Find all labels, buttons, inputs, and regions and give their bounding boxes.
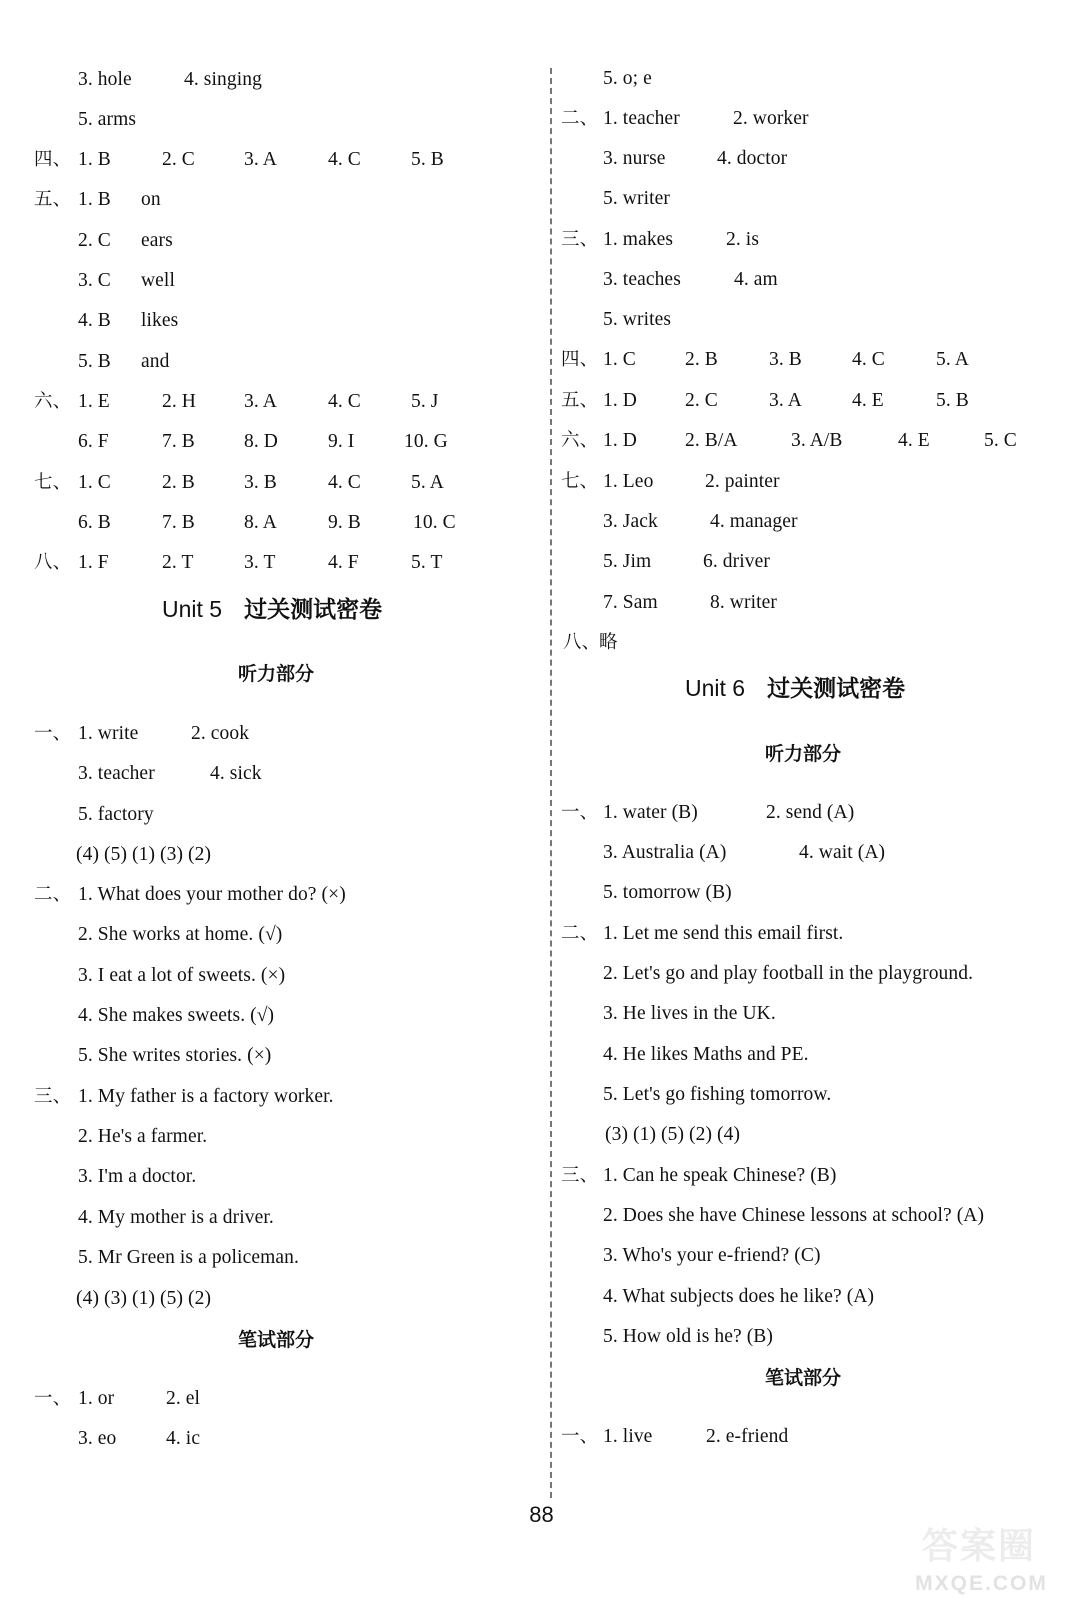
answer-item: 略 <box>599 632 618 653</box>
answer-item: 4. manager <box>710 511 798 532</box>
answer-item: 2. is <box>726 229 760 250</box>
unit-label: Unit 6 <box>685 675 746 701</box>
answer-item: 5. Let's go fishing tomorrow. <box>603 1084 832 1105</box>
answer-row <box>0 185 548 215</box>
answer-item: 5. o; e <box>603 68 652 89</box>
answer-item: 4. singing <box>184 69 262 90</box>
answer-item: 4. ic <box>166 1428 201 1449</box>
answer-item: 8. A <box>244 512 277 533</box>
answer-item: 5. factory <box>78 804 154 825</box>
answer-item: ears <box>141 230 173 251</box>
answer-item: 5. A <box>936 349 969 370</box>
answer-row <box>553 1422 1083 1452</box>
page-number: 88 <box>529 1502 554 1527</box>
answer-item: 4. C <box>328 149 361 170</box>
answer-item: 3. He lives in the UK. <box>603 1003 776 1024</box>
answer-item: 1. My father is a factory worker. <box>78 1086 334 1107</box>
question-number: 五、 <box>561 390 599 411</box>
answer-item: 4. B <box>78 310 111 331</box>
answer-item: 1. Can he speak Chinese? (B) <box>603 1165 837 1186</box>
answer-row <box>0 719 548 749</box>
answer-item: 3. A <box>244 149 277 170</box>
answer-row <box>0 468 548 498</box>
section-heading: 笔试部分 <box>237 1329 314 1351</box>
answer-item: 3. I eat a lot of sweets. (×) <box>78 965 286 986</box>
answer-row <box>0 1243 548 1273</box>
question-number: 八、 <box>34 552 72 573</box>
answer-item: 5. J <box>411 391 439 412</box>
question-number: 一、 <box>561 802 599 823</box>
answer-item: on <box>141 189 161 210</box>
answer-row <box>553 999 1083 1029</box>
unit-test-title: 过关测试密卷 <box>244 597 383 623</box>
answer-item: 3. Australia (A) <box>603 842 727 863</box>
answer-row <box>553 959 1083 989</box>
answer-item: 3. B <box>769 349 802 370</box>
answer-item: 5. arms <box>78 109 137 130</box>
answer-row <box>0 759 548 789</box>
answer-item: 2. C <box>78 230 111 251</box>
answer-item: (3) (1) (5) (2) (4) <box>605 1124 741 1145</box>
question-number: 三、 <box>561 1165 599 1186</box>
question-number: 一、 <box>34 723 72 744</box>
watermark-logo <box>894 1518 1069 1596</box>
answer-row <box>0 920 548 950</box>
answer-item: 4. E <box>898 430 930 451</box>
answer-row <box>0 840 548 870</box>
section-heading: 听力部分 <box>237 663 314 685</box>
answer-item: 2. send (A) <box>766 802 855 823</box>
question-number: 一、 <box>561 1426 599 1447</box>
question-number: 七、 <box>561 471 599 492</box>
answer-item: 10. C <box>413 512 456 533</box>
answer-row <box>553 144 1083 174</box>
answer-item: 4. C <box>328 472 361 493</box>
watermark-text: MXQE.COM <box>915 1572 1048 1595</box>
answer-item: 3. nurse <box>603 148 666 169</box>
answer-item: 1. F <box>78 552 109 573</box>
answer-row <box>553 919 1083 949</box>
answer-row <box>0 1082 548 1112</box>
answer-row <box>553 1161 1083 1191</box>
answer-row <box>0 427 548 457</box>
answer-row <box>553 1120 1083 1150</box>
answer-item: 1. Leo <box>603 471 654 492</box>
answer-item: 2. She works at home. (√) <box>78 924 283 945</box>
answer-item: 4. She makes sweets. (√) <box>78 1005 275 1026</box>
answer-item: 2. B <box>685 349 718 370</box>
answer-row <box>553 507 1083 537</box>
answer-item: 1. E <box>78 391 110 412</box>
answer-row <box>0 266 548 296</box>
answer-row <box>0 1203 548 1233</box>
answer-item: 2. cook <box>191 723 250 744</box>
answer-item: well <box>141 270 175 291</box>
question-number: 二、 <box>34 884 72 905</box>
answer-row <box>553 104 1083 134</box>
answer-row <box>0 65 548 95</box>
answer-item: 2. H <box>162 391 196 412</box>
answer-row <box>553 588 1083 618</box>
section-heading: 笔试部分 <box>764 1367 841 1389</box>
answer-row <box>553 547 1083 577</box>
answer-item: likes <box>141 310 179 331</box>
answer-item: (4) (5) (1) (3) (2) <box>76 844 212 865</box>
unit-title <box>162 591 382 627</box>
answer-row <box>553 838 1083 868</box>
answer-row <box>0 1384 548 1414</box>
answer-row <box>553 225 1083 255</box>
answer-row <box>0 105 548 135</box>
answer-item: 3. T <box>244 552 276 573</box>
answer-item: 6. B <box>78 512 111 533</box>
answer-item: 5. B <box>936 390 969 411</box>
answer-item: 2. el <box>166 1388 201 1409</box>
answer-row <box>553 426 1083 456</box>
answer-row <box>0 508 548 538</box>
answer-row <box>553 1322 1083 1352</box>
answer-item: and <box>141 351 170 372</box>
answer-item: 5. tomorrow (B) <box>603 882 732 903</box>
answer-row <box>553 265 1083 295</box>
answer-row <box>0 1122 548 1152</box>
answer-item: 2. worker <box>733 108 809 129</box>
answer-row <box>553 64 1083 94</box>
answer-item: 4. He likes Maths and PE. <box>603 1044 809 1065</box>
answer-row <box>0 145 548 175</box>
answer-item: 3. C <box>78 270 111 291</box>
unit-title <box>685 670 905 706</box>
answer-row <box>0 1162 548 1192</box>
answer-row <box>0 800 548 830</box>
answer-item: 1. water (B) <box>603 802 698 823</box>
answer-item: 2. Does she have Chinese lessons at school? (A) <box>603 1205 985 1226</box>
question-number: 一、 <box>34 1388 72 1409</box>
answer-item: 2. C <box>685 390 718 411</box>
answer-item: 3. teaches <box>603 269 681 290</box>
answer-row <box>553 1201 1083 1231</box>
question-number: 六、 <box>34 391 72 412</box>
answer-row <box>553 628 1083 658</box>
answer-item: 1. live <box>603 1426 653 1447</box>
answer-item: 4. My mother is a driver. <box>78 1207 274 1228</box>
answer-item: 7. B <box>162 512 195 533</box>
answer-item: 5. T <box>411 552 443 573</box>
answer-item: 1. B <box>78 189 111 210</box>
answer-row <box>0 1284 548 1314</box>
answer-item: 1. What does your mother do? (×) <box>78 884 346 905</box>
section-heading: 听力部分 <box>764 743 841 765</box>
answer-item: 9. I <box>328 431 355 452</box>
watermark-glyphs: 答案圈 <box>921 1526 1036 1567</box>
question-number: 五、 <box>34 189 72 210</box>
answer-item: 5. B <box>78 351 111 372</box>
question-number: 七、 <box>34 472 72 493</box>
answer-row <box>553 184 1083 214</box>
answer-item: 2. T <box>162 552 194 573</box>
question-number: 三、 <box>561 229 599 250</box>
answer-item: 4. am <box>734 269 778 290</box>
answer-row <box>0 347 548 377</box>
answer-item: 1. or <box>78 1388 115 1409</box>
answer-item: 3. eo <box>78 1428 117 1449</box>
answer-row <box>0 387 548 417</box>
answer-row <box>0 961 548 991</box>
answer-row <box>553 1241 1083 1271</box>
answer-row <box>0 548 548 578</box>
answer-item: 8. writer <box>710 592 777 613</box>
answer-row <box>0 880 548 910</box>
answer-item: 5. B <box>411 149 444 170</box>
answer-item: 3. A/B <box>791 430 843 451</box>
answer-item: 5. C <box>984 430 1017 451</box>
answer-item: 3. Jack <box>603 511 658 532</box>
question-number: 二、 <box>561 108 599 129</box>
answer-item: 1. C <box>78 472 111 493</box>
answer-item: 5. writes <box>603 309 672 330</box>
answer-item: 5. Mr Green is a policeman. <box>78 1247 299 1268</box>
question-number: 六、 <box>561 430 599 451</box>
answer-item: 4. sick <box>210 763 262 784</box>
answer-item: 2. He's a farmer. <box>78 1126 208 1147</box>
answer-item: 4. What subjects does he like? (A) <box>603 1286 875 1307</box>
answer-item: 7. B <box>162 431 195 452</box>
answer-item: 3. B <box>244 472 277 493</box>
question-number: 二、 <box>561 923 599 944</box>
answer-item: 6. driver <box>703 551 770 572</box>
answer-item: 3. I'm a doctor. <box>78 1166 197 1187</box>
answer-item: 1. C <box>603 349 636 370</box>
answer-item: 3. teacher <box>78 763 155 784</box>
answer-item: 2. e-friend <box>706 1426 789 1447</box>
answer-row <box>553 467 1083 497</box>
question-number: 四、 <box>34 149 72 170</box>
answer-item: 10. G <box>404 431 448 452</box>
answer-item: 3. Who's your e-friend? (C) <box>603 1245 821 1266</box>
answer-item: 4. doctor <box>717 148 788 169</box>
answer-item: 3. A <box>769 390 802 411</box>
answer-row <box>553 305 1083 335</box>
answer-item: 2. B/A <box>685 430 738 451</box>
question-number: 三、 <box>34 1086 72 1107</box>
answer-item: 1. B <box>78 149 111 170</box>
answer-item: 6. F <box>78 431 109 452</box>
answer-row <box>0 306 548 336</box>
answer-item: 2. Let's go and play football in the playground. <box>603 963 974 984</box>
answer-row <box>553 1080 1083 1110</box>
answer-item: 4. wait (A) <box>799 842 886 863</box>
answer-row <box>0 226 548 256</box>
column-divider <box>550 68 552 1498</box>
answer-item: 1. write <box>78 723 139 744</box>
question-number: 八、 <box>563 632 601 653</box>
answer-item: 5. She writes stories. (×) <box>78 1045 272 1066</box>
answer-item: 1. D <box>603 430 637 451</box>
answer-item: (4) (3) (1) (5) (2) <box>76 1288 212 1309</box>
answer-item: 4. C <box>328 391 361 412</box>
answer-row <box>553 345 1083 375</box>
unit-test-title: 过关测试密卷 <box>767 676 906 702</box>
answer-item: 5. Jim <box>603 551 652 572</box>
answer-item: 2. C <box>162 149 195 170</box>
answer-item: 1. makes <box>603 229 674 250</box>
answer-row <box>0 1424 548 1454</box>
answer-row <box>553 798 1083 828</box>
answer-item: 5. How old is he? (B) <box>603 1326 773 1347</box>
answer-item: 4. F <box>328 552 359 573</box>
answer-row <box>553 1282 1083 1312</box>
answer-item: 2. painter <box>705 471 780 492</box>
answer-row <box>553 386 1083 416</box>
answer-item: 5. writer <box>603 188 670 209</box>
answer-item: 1. teacher <box>603 108 680 129</box>
answer-item: 1. Let me send this email first. <box>603 923 844 944</box>
answer-item: 4. E <box>852 390 884 411</box>
answer-item: 8. D <box>244 431 278 452</box>
answer-item: 3. hole <box>78 69 132 90</box>
answer-item: 5. A <box>411 472 444 493</box>
answer-item: 4. C <box>852 349 885 370</box>
answer-row <box>553 878 1083 908</box>
answer-item: 3. A <box>244 391 277 412</box>
answer-item: 7. Sam <box>603 592 658 613</box>
question-number: 四、 <box>561 349 599 370</box>
unit-label: Unit 5 <box>162 596 223 622</box>
answer-row <box>553 1040 1083 1070</box>
answer-row <box>0 1001 548 1031</box>
answer-item: 9. B <box>328 512 361 533</box>
answer-row <box>0 1041 548 1071</box>
answer-item: 1. D <box>603 390 637 411</box>
answer-item: 2. B <box>162 472 195 493</box>
